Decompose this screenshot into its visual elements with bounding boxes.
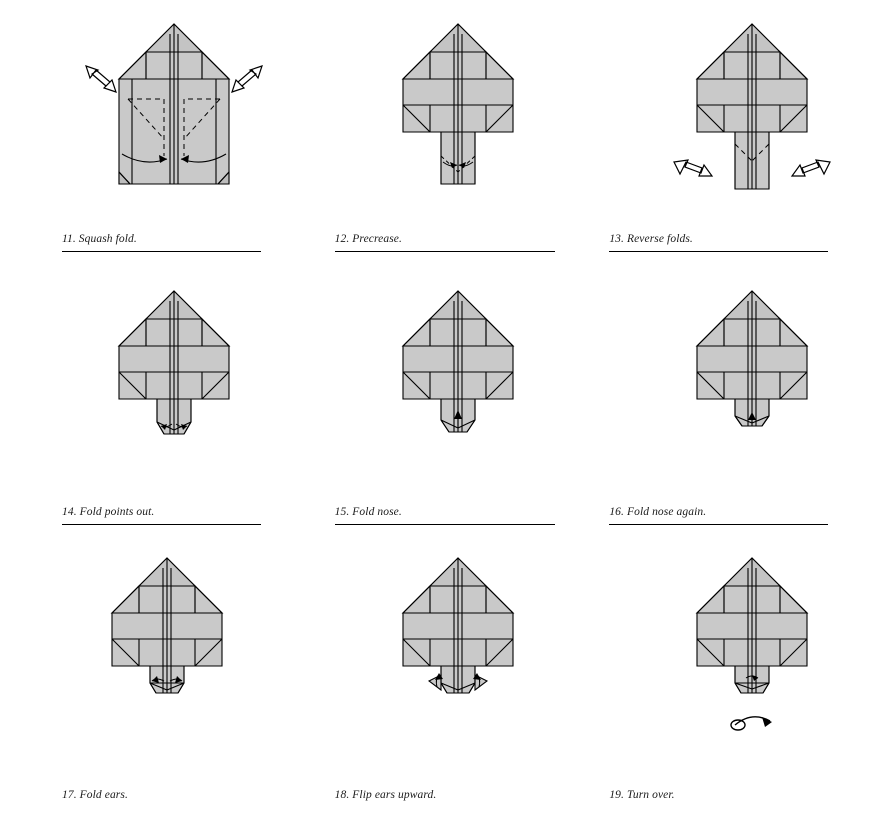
step-caption-11: 11. Squash fold. [62,233,137,246]
origami-figure-16 [602,274,892,486]
step-caption-19: 19. Turn over. [609,789,675,801]
origami-figure-18 [303,545,593,757]
figure-15 [299,274,598,486]
origami-figure-19 [602,545,892,757]
figure-12 [299,4,598,216]
step-caption-13: 13. Reverse folds. [609,233,693,246]
caption-rule-16 [609,524,828,525]
step-caption-17: 17. Fold ears. [62,789,128,801]
push-arrow-left [674,160,712,176]
caption-wrap-17 [62,788,261,807]
caption-rule-13 [609,251,828,252]
origami-figure-12 [303,4,593,216]
caption-wrap-18 [335,788,556,807]
figure-14 [0,274,299,486]
figure-11 [0,4,299,216]
caption-rule-15 [335,524,556,525]
step-cell-11 [0,4,299,274]
figure-18 [299,545,598,757]
caption-wrap-15 [335,505,556,525]
caption-rule-12 [335,251,556,252]
step-caption-18: 18. Flip ears upward. [334,789,437,801]
step-cell-17 [0,545,299,815]
caption-wrap-19 [609,788,828,807]
step-cell-15 [299,274,598,544]
origami-figure-13 [602,4,892,216]
caption-wrap-13 [609,232,828,252]
figure-19 [597,545,896,757]
caption-wrap-14 [62,505,261,525]
step-cell-12 [299,4,598,274]
figure-13 [597,4,896,216]
caption-rule-11 [62,251,261,252]
step-caption-14: 14. Fold points out. [62,505,155,518]
figure-16 [597,274,896,486]
origami-figure-14 [4,274,294,486]
caption-wrap-11 [62,232,261,252]
step-cell-13 [597,4,896,274]
caption-wrap-16 [609,505,828,525]
figure-17 [0,545,299,757]
caption-rule-14 [62,524,261,525]
step-cell-18 [299,545,598,815]
push-arrow-left [86,66,116,92]
origami-figure-11 [4,4,294,216]
push-arrow-right [792,160,830,176]
origami-figure-17 [4,545,294,757]
step-cell-14 [0,274,299,544]
origami-figure-15 [303,274,593,486]
step-caption-16: 16. Fold nose again. [609,505,707,518]
step-caption-12: 12. Precrease. [334,233,402,246]
push-arrow-right [232,66,262,92]
step-cell-19 [597,545,896,815]
caption-wrap-12 [335,232,556,252]
step-caption-15: 15. Fold nose. [334,505,402,518]
step-cell-16 [597,274,896,544]
